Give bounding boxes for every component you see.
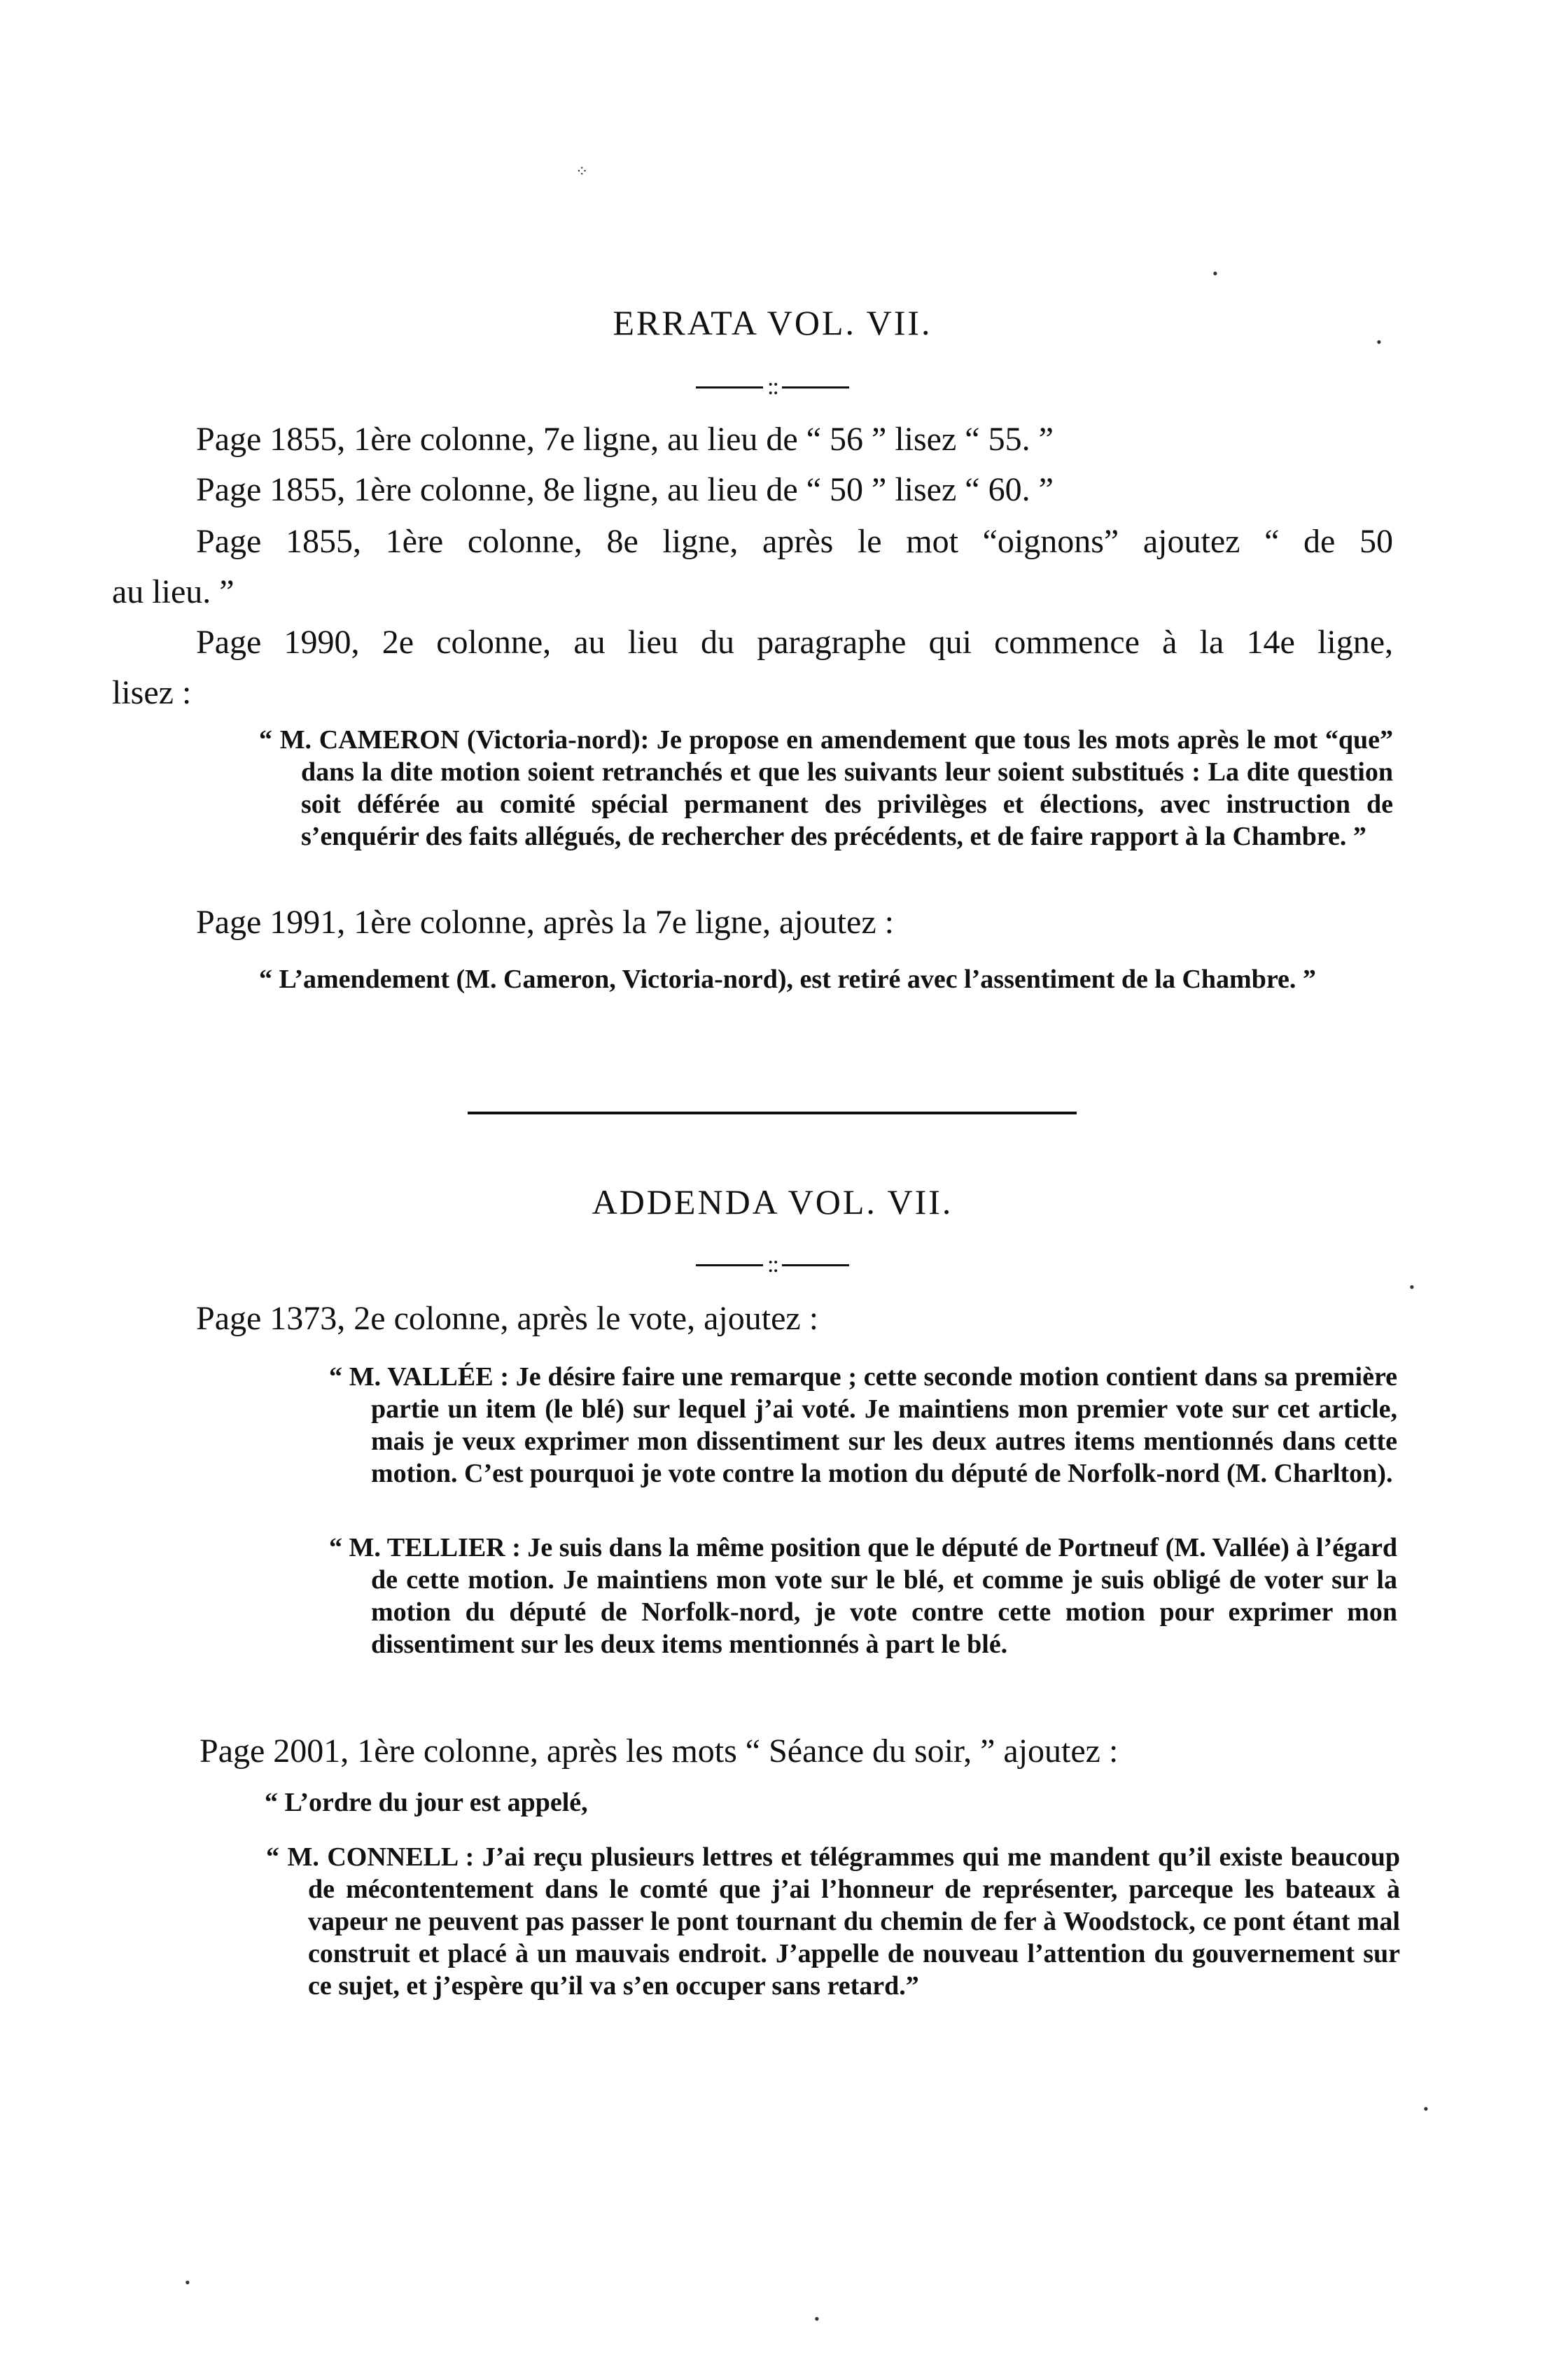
scan-speck: •: [185, 2274, 190, 2291]
scan-speck: ⁘: [575, 162, 589, 180]
errata-line-5: Page 1990, 2e colonne, au lieu du paragraphe qui commence à la 14e ligne,: [196, 624, 1393, 661]
section-divider: [468, 1112, 1077, 1114]
addenda-ornament: ::: [0, 1250, 1545, 1278]
errata-line-1: Page 1855, 1ère colonne, 7e ligne, au lieu de “ 56 ” lisez “ 55. ”: [196, 421, 1054, 458]
scan-speck: •: [814, 2310, 820, 2328]
quote-ordre-du-jour: “ L’ordre du jour est appelé,: [265, 1788, 588, 1817]
quote-tellier: “ M. TELLIER : Je suis dans la même position que le député de Portneuf (M. Vallée) à l’égard de cette motion. Je maintiens mon vote sur le blé, et comme je suis obligé de voter sur la motion du député de Norfolk-nord, je vote contre cette motion pour exprimer mon dissentiment sur les deux items mentionnés à part le blé.: [329, 1533, 1397, 1659]
quote-amendement: “ L’amendement (M. Cameron, Victoria-nord), est retiré avec l’assentiment de la Chambre. ”: [259, 965, 1316, 994]
quote-cameron: “ M. CAMERON (Victoria-nord): Je propose en amendement que tous les mots après le mot “que” dans la dite motion soient retranchés et que les suivants leur soient substitués : La dite question soit déférée au comité spécial permanent des privilèges et élections, avec instruction de s’enquérir des faits allégués, de rechercher des précédents, et de faire rapport à la Chambre. ”: [259, 725, 1393, 851]
errata-ornament: ::: [0, 372, 1545, 400]
errata-line-3: Page 1855, 1ère colonne, 8e ligne, après le mot “oignons” ajoutez “ de 50: [196, 523, 1393, 560]
addenda-line-1373: Page 1373, 2e colonne, après le vote, ajoutez :: [196, 1300, 819, 1337]
errata-line-6: lisez :: [112, 674, 192, 711]
scan-speck: •: [1409, 1278, 1415, 1296]
errata-title: ERRATA VOL. VII.: [613, 303, 932, 342]
addenda-line-2001: Page 2001, 1ère colonne, après les mots “ Séance du soir, ” ajoutez :: [200, 1732, 1119, 1770]
errata-line-1991: Page 1991, 1ère colonne, après la 7e ligne, ajoutez :: [196, 904, 894, 941]
scan-speck: •: [1376, 333, 1382, 351]
quote-connell: “ M. CONNELL : J’ai reçu plusieurs lettres et télégrammes qui me mandent qu’il existe beaucoup de mécontentement dans le comté que j’ai l’honneur de représenter, parceque les bateaux à vapeur ne peuvent pas passer le pont tournant du chemin de fer à Woodstock, ce pont étant mal construit et placé à un mauvais endroit. J’appelle de nouveau l’attention du gouvernement sur ce sujet, et j’espère qu’il va s’en occuper sans retard.”: [266, 1842, 1400, 2001]
scan-speck: •: [1423, 2100, 1429, 2118]
errata-line-4: au lieu. ”: [112, 573, 235, 610]
scan-speck: •: [1212, 265, 1218, 282]
errata-line-2: Page 1855, 1ère colonne, 8e ligne, au lieu de “ 50 ” lisez “ 60. ”: [196, 471, 1054, 508]
quote-vallee: “ M. VALLÉE : Je désire faire une remarque ; cette seconde motion contient dans sa première partie un item (le blé) sur lequel j’ai voté. Je maintiens mon premier vote sur cet article, mais je veux exprimer mon dissentiment sur les deux autres items mentionnés dans cette motion. C’est pourquoi je vote contre la motion du député de Norfolk-nord (M. Charlton).: [329, 1362, 1397, 1488]
addenda-title: ADDENDA VOL. VII.: [592, 1182, 953, 1222]
